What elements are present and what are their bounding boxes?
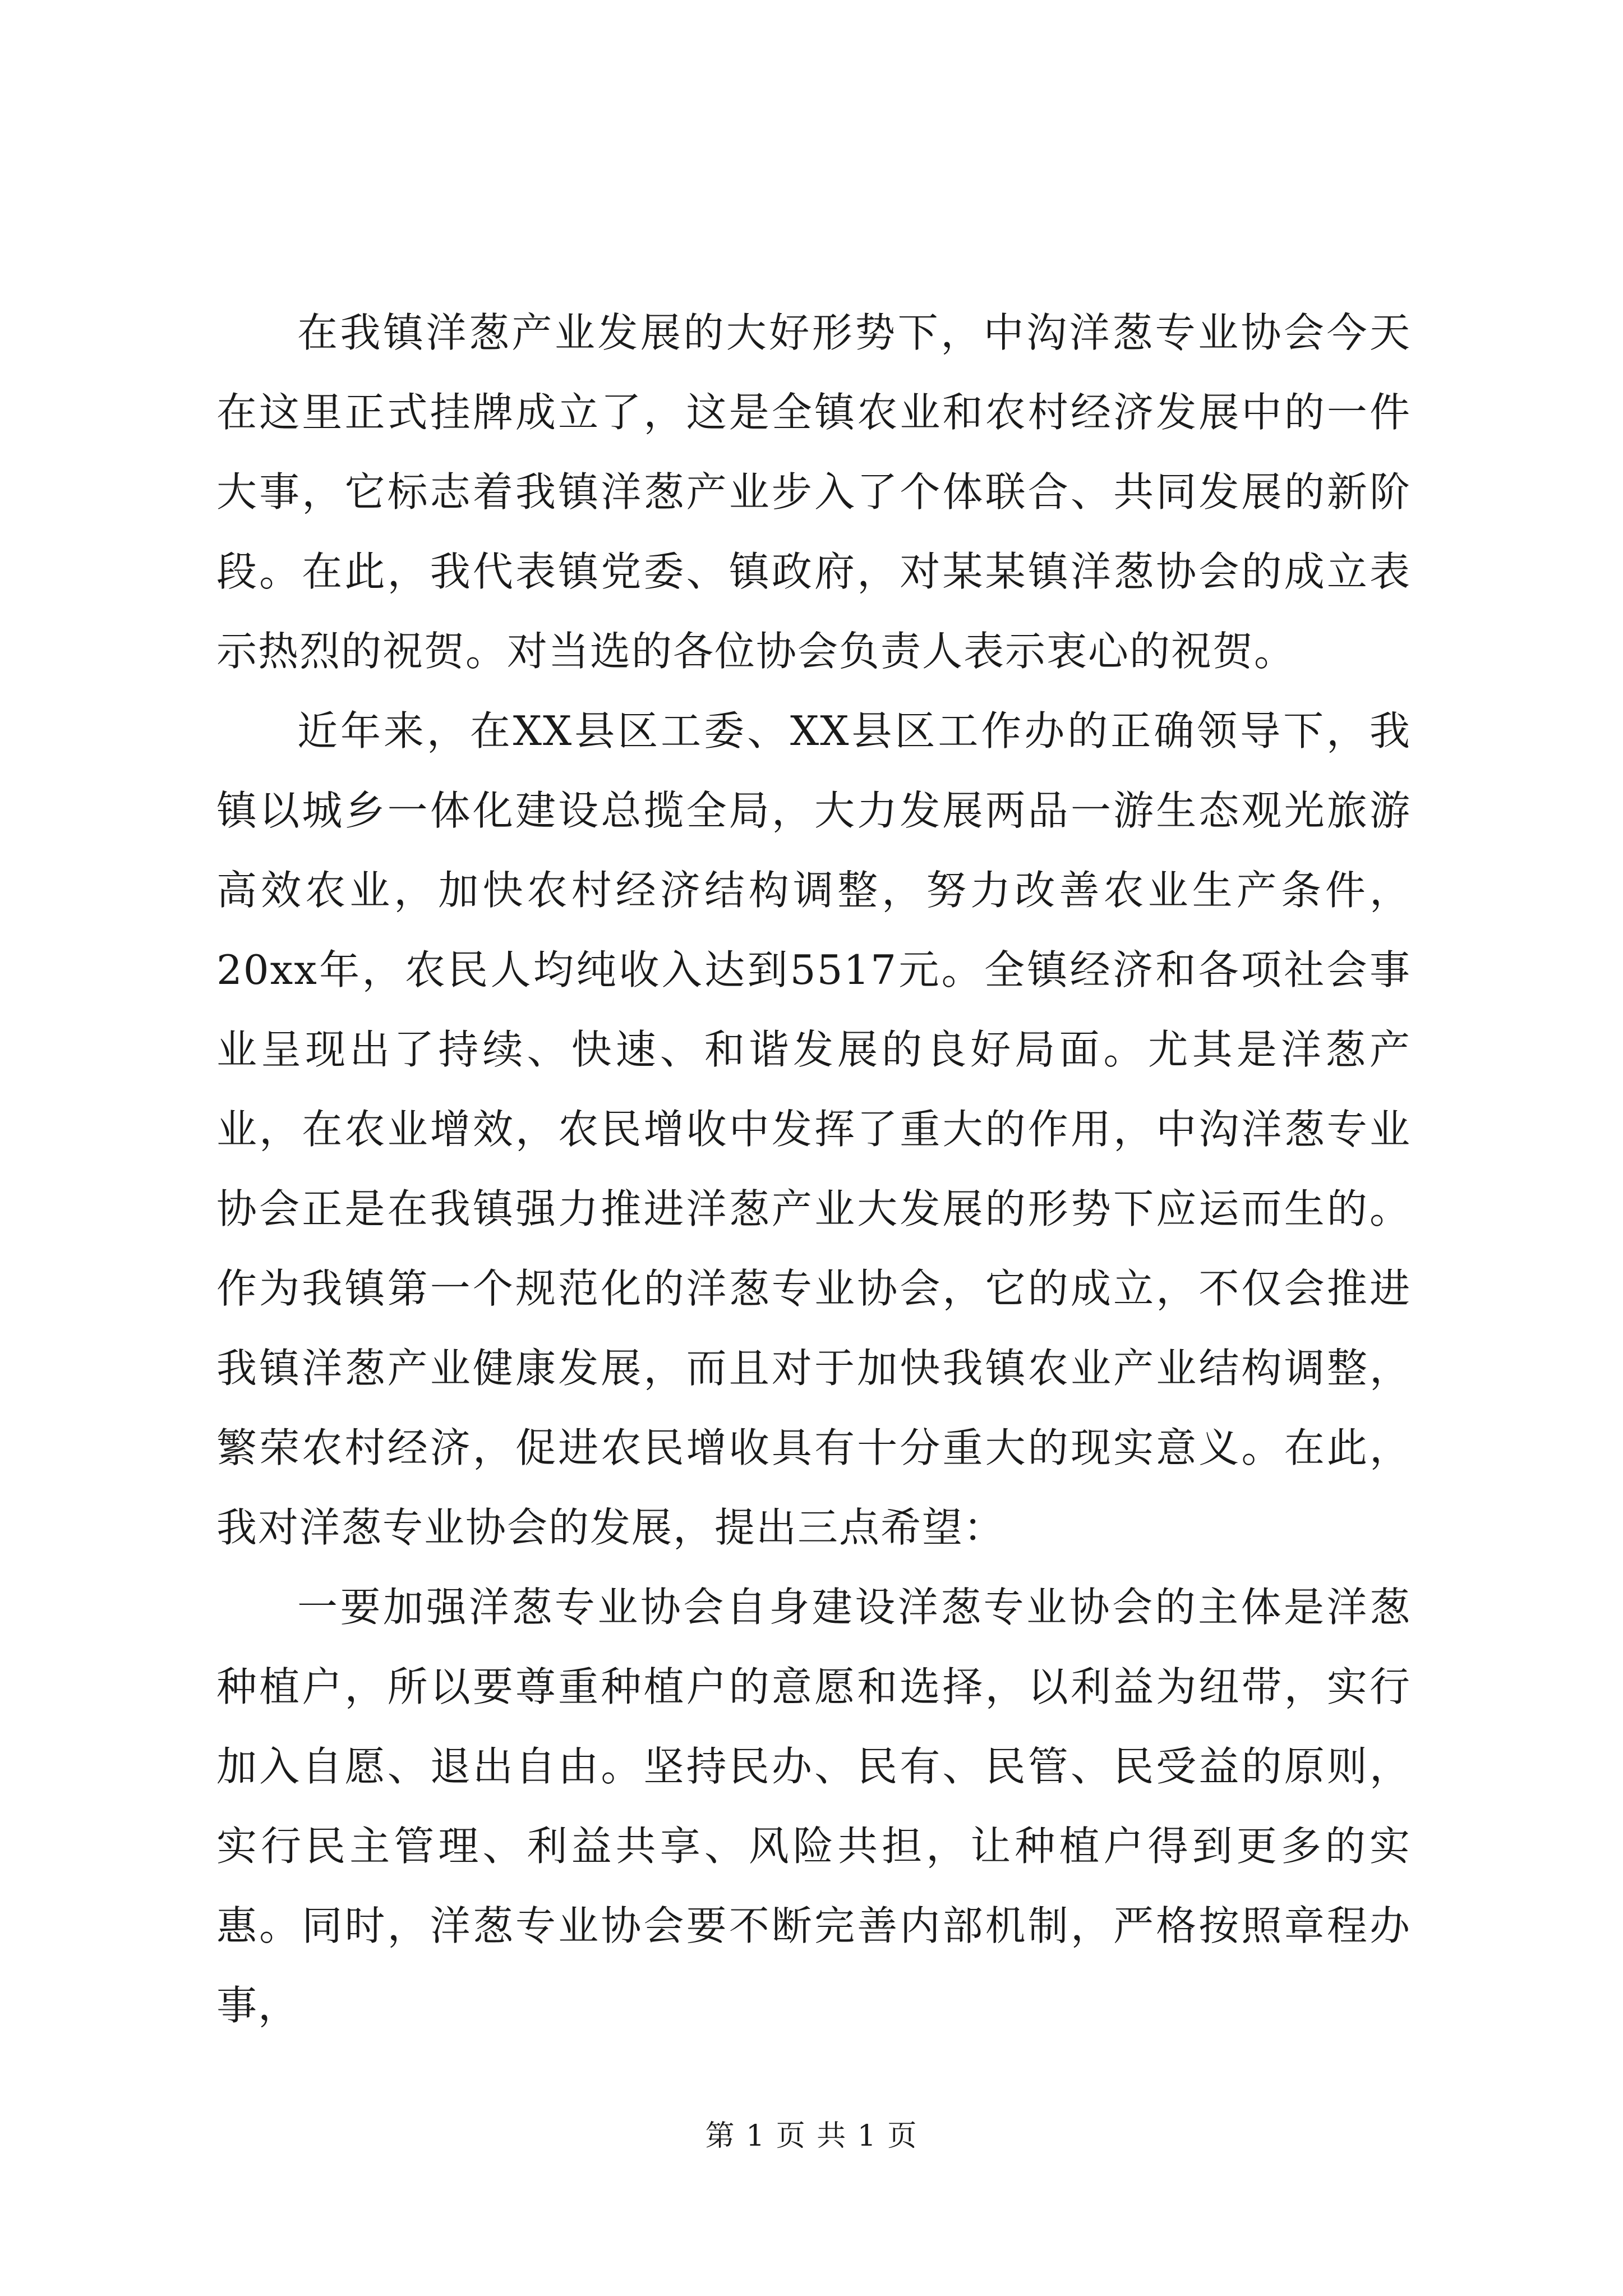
page-footer [0,2112,1623,2154]
page-number-label: 第 1 页 共 1 页 [705,2119,918,2153]
paragraph-3: 一要加强洋葱专业协会自身建设洋葱专业协会的主体是洋葱种植户，所以要尊重种植户的意愿和选择，以利益为纽带，实行加入自愿、退出自由。坚持民办、民有、民管、民受益的原则，实行民主管理、利益共享、风险共担，让种植户得到更多的实惠。同时，洋葱专业协会要不断完善内部机制，严格按照章程办事， [216,1584,1411,2029]
paragraph-2: 近年来，在XX县区工委、XX县区工作办的正确领导下，我镇以城乡一体化建设总揽全局，大力发展两品一游生态观光旅游高效农业，加快农村经济结构调整，努力改善农业生产条件，20xx年，农民人均纯收入达到5517元。全镇经济和各项社会事业呈现出了持续、快速、和谐发展的良好局面。尤其是洋葱产业，在农业增效，农民增收中发挥了重大的作用，中沟洋葱专业协会正是在我镇强力推进洋葱产业大发展的形势下应运而生的。作为我镇第一个规范化的洋葱专业协会，它的成立，不仅会推进我镇洋葱产业健康发展，而且对于加快我镇农业产业结构调整，繁荣农村经济，促进农民增收具有十分重大的现实意义。在此，我对洋葱专业协会的发展，提出三点希望： [216,707,1411,1551]
paragraph-1: 在我镇洋葱产业发展的大好形势下，中沟洋葱专业协会今天在这里正式挂牌成立了，这是全镇农业和农村经济发展中的一件大事，它标志着我镇洋葱产业步入了个体联合、共同发展的新阶段。在此，我代表镇党委、镇政府，对某某镇洋葱协会的成立表示热烈的祝贺。对当选的各位协会负责人表示衷心的祝贺。 [216,309,1411,675]
document-body [216,293,1411,2045]
